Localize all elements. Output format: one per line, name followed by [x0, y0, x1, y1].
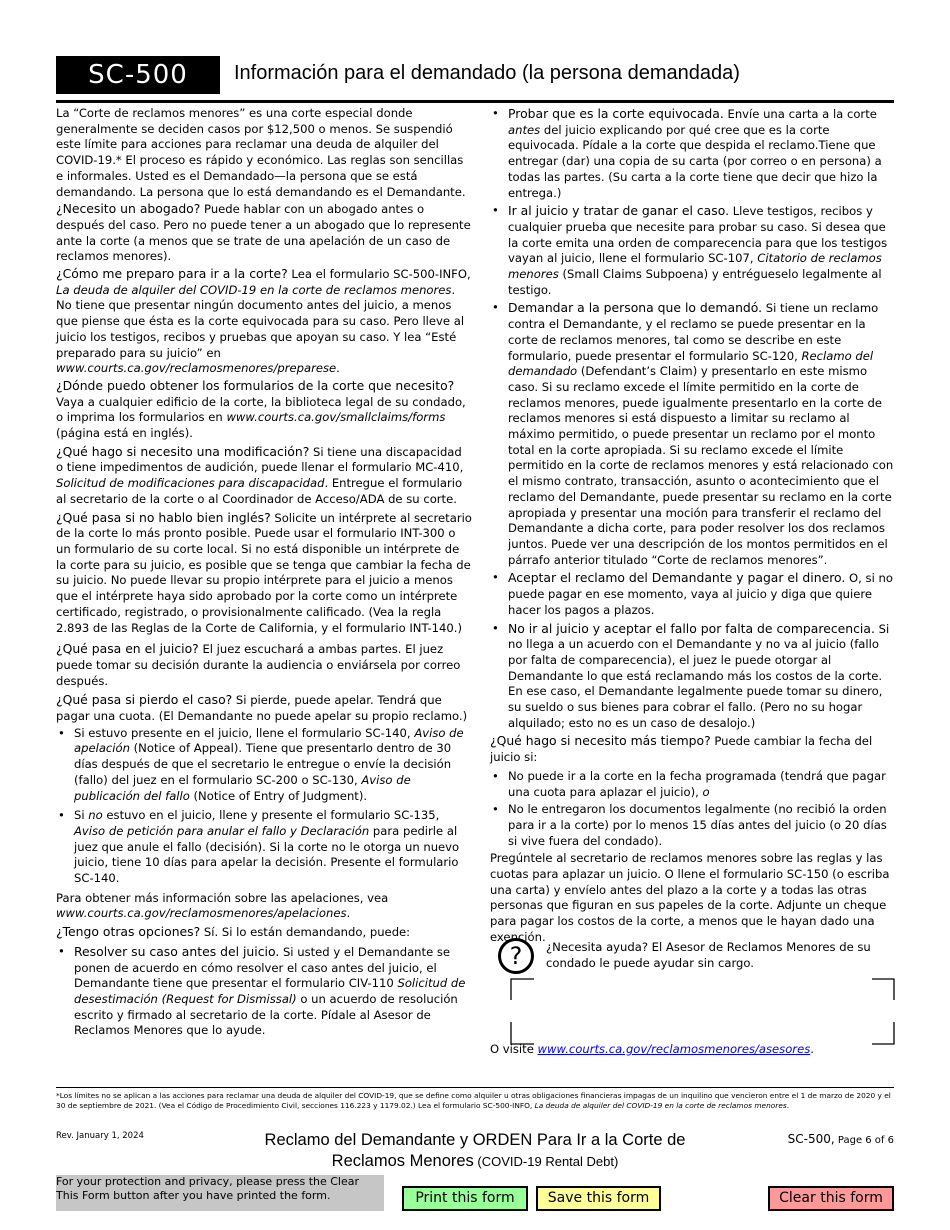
footer-title-line2-text: Reclamos Menores [331, 1152, 474, 1170]
list-item [490, 203, 896, 298]
footer-title-sub: (COVID-19 Rental Debt) [473, 1154, 619, 1169]
options-section [56, 924, 472, 941]
lose-b2-emph: no [88, 808, 103, 823]
lose-b2-form: Aviso de petición para anular el fallo y Declaración [74, 823, 370, 838]
revision-date: Rev. January 1, 2024 [56, 1131, 144, 1141]
lose-list [56, 726, 472, 887]
option-sue-text-2: (Defendant’s Claim) y presentarlo en este mismo caso. Si su reclamo excede el límite permitido en la corte de reclamos menores, puede igualmente presentarlo en la corte de reclamos menores si está dispuesto a limitar su reclamo al máximo permitido, o puede presentar un reclamo por el monto total en la corte apropiada. Si su reclamo excede el límite permitido en la corte de reclamos menores y está relacionado con el mismo contrato, transacción, asunto o acontecimiento que el reclamo del Demandante, puede presentar su reclamo en la corte apropiada y presentar una moción para transferir el reclamo del Demandante a dicha corte, para poder resolver los dos reclamos juntos. Puede ver una descripción de los montos permitidos en el párrafo anterior titulado “Corte de reclamos menores”. [508, 364, 894, 567]
footnote [56, 1091, 894, 1111]
lose-b2-text-3: para pedirle al juez que anule el fallo (decisión). Si la corte no le otorga un nuevo juicio, tiene 10 días para apelar la decisión. Presente el formulario SC-140. [74, 823, 460, 886]
right-column [490, 106, 896, 947]
print-button[interactable]: Print this form [402, 1186, 528, 1211]
option-wrong-court-text: Envíe una carta a la corte [723, 107, 877, 121]
english-section [56, 510, 472, 637]
lose-b2-text: Si [74, 808, 89, 823]
accommodation-text: Si tiene una discapacidad o tiene impedimentos de audición, puede llenar el formulario MC-410, [56, 444, 464, 475]
forms-link[interactable]: www.courts.ca.gov/smallclaims/forms [226, 410, 446, 425]
bracket-bottom-left [511, 1022, 534, 1044]
option-wrong-court-emph: antes [508, 122, 541, 137]
trial-section [56, 641, 472, 689]
accommodation-section [56, 444, 472, 508]
page-label [788, 1132, 894, 1146]
list-item [490, 570, 896, 618]
options-text: Sí. Si lo están demandando, puede: [200, 925, 411, 940]
footer-title-line1: Reclamo del Demandante y ORDEN Para Ir a la Corte de [264, 1131, 686, 1149]
appeals-text: Para obtener más información sobre las apelaciones, vea [56, 890, 389, 905]
bracket-top-left [511, 979, 534, 1000]
footnote-form: La deuda de alquiler del COVID-19 en la corte de reclamos menores [534, 1101, 787, 1110]
prepare-section [56, 266, 472, 377]
option-resolve-text: Si usted y el Demandante se ponen de acuerdo en cómo resolver el caso antes del juicio, el Demandante tiene que presentar el formulario CIV-110 [74, 944, 451, 991]
footer-title-line2 [200, 1151, 750, 1172]
option-accept-text: O, si no puede pagar en ese momento, vaya al juicio y diga que quiere hacer los pagos a plazos. [508, 571, 893, 617]
option-wrong-court-text-2: del juicio explicando por qué cree que es la corte equivocada. Pídale a la corte que despida el reclamo.Tiene que entregar (dar) una copia de su carta (por correo o en persona) a todas las partes. (Su carta a la corte tiene que decir que hizo la entrega.) [508, 122, 882, 200]
prepare-text: Lea el formulario SC-500-INFO, [287, 267, 471, 282]
prepare-link[interactable]: www.courts.ca.gov/reclamosmenores/preparese [56, 361, 337, 376]
appeals-text-2: . [346, 906, 351, 921]
lose-b1-text: Si estuvo presente en el juicio, llene el formulario SC-140, [74, 725, 415, 740]
list-item [56, 944, 472, 1039]
bracket-bottom-right [872, 1022, 894, 1044]
trial-text: El juez escuchará a ambas partes. El juez puede tomar su decisión durante la audiencia o enviársela por correo después. [56, 642, 461, 688]
forms-heading: ¿Dónde puedo obtener los formularios de la corte que necesito? [56, 377, 455, 393]
option-accept-heading: Aceptar el reclamo del Demandante y pagar el dinero. [508, 570, 846, 586]
time-after-paragraph: Pregúntele al secretario de reclamos menores sobre las reglas y las cuotas para aplazar un juicio. O llene el formulario SC-150 (o escriba una carta) y envíelo antes del plazo a la corte y a todas las otras personas que figuran en sus papeles de la corte. Adjunte un cheque para pagar los costos de la corte, a menos que le hayan dado una exención. [490, 851, 890, 944]
lawyer-section [56, 201, 472, 265]
appeals-section [56, 891, 472, 922]
time-section [490, 733, 896, 765]
list-item [490, 769, 896, 800]
option-win-form: Citatorio de reclamos menores [508, 251, 882, 282]
trial-heading: ¿Qué pasa en el juicio? [56, 641, 199, 657]
list-item [490, 802, 896, 849]
lawyer-text: Puede hablar con un abogado antes o después del caso. Pero no puede tener a un abogado que lo represente ante la corte (a menos que se trate de una apelación de un caso de reclamos menores). [56, 202, 471, 264]
forms-section [56, 378, 472, 442]
intro-paragraph: La “Corte de reclamos menores” es una corte especial donde generalmente se deciden casos por $12,500 o menos. Se suspendió este límite para acciones para reclamar una deuda de alquiler del COVID-19.* El proceso es rápido y económico. Las reglas son sencillas e informales. Usted es el Demandado—la persona que se está demandando. La persona que lo está demandando es el Demandante. [56, 106, 466, 199]
option-default-text: Si no llega a un acuerdo con el Demandante y no va al juicio (fallo por falta de comparecencia), el juez le puede otorgar al Demandante lo que está reclamando más los costos de la corte. En ese caso, el Demandante legalmente puede tomar su dinero, su sueldo o sus bienes para cobrar el fallo. (Pero no su hogar alquilado; esto no es un caso de desalojo.) [508, 621, 890, 730]
option-resolve-text-2: o un acuerdo de resolución escrito y firmado al secretario de la corte. Pídale al Asesor de Reclamos Menores que lo ayude. [74, 991, 458, 1038]
forms-text: Vaya a cualquier edificio de la corte, la biblioteca legal de su condado, o imprima los formularios en [56, 394, 466, 425]
option-default-heading: No ir al juicio y aceptar el fallo por falta de comparecencia. [508, 620, 875, 636]
option-resolve-heading: Resolver su caso antes del juicio. [74, 943, 280, 959]
prepare-form-title: La deuda de alquiler del COVID-19 en la corte de reclamos menores [56, 282, 452, 297]
privacy-notice: For your protection and privacy, please press the Clear This Form button after you have printed the form. [56, 1175, 384, 1211]
options-list [56, 944, 472, 1039]
appeals-link[interactable]: www.courts.ca.gov/reclamosmenores/apelaciones [56, 906, 347, 921]
page-number: Page 6 of 6 [834, 1135, 894, 1146]
address-area [510, 978, 896, 1046]
time-b2-text: No le entregaron los documentos legalmente (no recibió la orden para ir a la corte) por lo menos 15 días antes del juicio (o 20 días si vive fuera del condado). [508, 802, 887, 848]
option-win-text: Lleve testigos, recibos y cualquier prueba que necesite para probar su caso. Si desea que la corte emita una orden de comparecencia para que los testigos vayan al juicio, llene el formulario SC-107, [508, 204, 888, 266]
time-b1-emph: o [702, 784, 710, 799]
option-wrong-court-heading: Probar que es la corte equivocada. [508, 106, 724, 121]
asesores-link[interactable]: www.courts.ca.gov/reclamosmenores/asesores [537, 1042, 811, 1056]
visit-line [490, 1042, 896, 1058]
option-win-heading: Ir al juicio y tratar de ganar el caso. [508, 203, 730, 219]
english-heading: ¿Qué pasa si no hablo bien inglés? [56, 509, 271, 525]
option-sue-form: Reclamo del demandado [508, 348, 874, 379]
list-item [490, 106, 896, 201]
page-title: Información para el demandado (la persona demandada) [234, 62, 740, 84]
question-icon: ? [498, 938, 534, 974]
lose-b1-form: Aviso de apelación [74, 725, 464, 756]
visit-prefix: O visite [490, 1042, 538, 1056]
lose-text: Si pierde, puede apelar. Tendrá que pagar una cuota. (El Demandante no puede apelar su propio reclamo.) [56, 693, 468, 724]
footer-title [200, 1130, 750, 1172]
bracket-top-right [872, 979, 894, 1000]
options-heading: ¿Tengo otras opciones? [56, 924, 201, 940]
accommodation-text-2: . Entregue el formulario al secretario de la corte o al Coordinador de Acceso/ADA de su corte. [56, 476, 463, 506]
accommodation-heading: ¿Qué hago si necesito una modificación? [56, 443, 310, 459]
lose-b1-text-3: (Notice of Entry of Judgment). [189, 788, 368, 803]
accommodation-form-title: Solicitud de modificaciones para discapacidad [56, 476, 325, 491]
options-list-continued [490, 106, 896, 731]
lose-b1-text-2: (Notice of Appeal). Tiene que presentarlo dentro de 30 días después de que el secretario le entregue o envíe la decisión (fallo) del juez en el formulario SC-200 o SC-130, [74, 741, 452, 787]
lose-heading: ¿Qué pasa si pierdo el caso? [56, 692, 233, 708]
visit-suffix: . [810, 1042, 814, 1056]
list-item [490, 621, 896, 732]
lose-b2-text-2: estuvo en el juicio, llene y presente el formulario SC-135, [102, 808, 440, 823]
header-rule [56, 100, 894, 103]
prepare-heading: ¿Cómo me preparo para ir a la corte? [56, 266, 288, 282]
clear-button[interactable]: Clear this form [768, 1186, 894, 1211]
lose-b1-form-2: Aviso de publicación del fallo [74, 772, 411, 803]
option-win-text-2: (Small Claims Subpoena) y entrégueselo legalmente al testigo. [508, 267, 882, 297]
option-resolve-form: Solicitud de desestimación (Request for Dismissal) [74, 976, 466, 1006]
list-item [490, 300, 896, 568]
list-item [56, 726, 472, 805]
left-column [56, 106, 472, 1041]
lawyer-heading: ¿Necesito un abogado? [56, 201, 201, 217]
time-text: Puede cambiar la fecha del juicio si: [490, 734, 873, 765]
footnote-rule [56, 1087, 894, 1088]
footnote-text: *Los límites no se aplican a las acciones para reclamar una deuda de alquiler del COVID-19, que se define como alquiler u otras obligaciones financieras impagas de un inquilino que vencieron entre el 1 de marzo de 2020 y el 30 de septiembre de 2021. (Vea el Código de Procedimiento Civil, secciones 116.223 y 1179.02.) Lea el formulario SC-500-INFO, [56, 1091, 891, 1110]
forms-text-2: (página está en inglés). [56, 426, 193, 441]
footnote-text-2: . [786, 1101, 790, 1110]
help-text: ¿Necesita ayuda? El Asesor de Reclamos Menores de su condado le puede ayudar sin cargo. [546, 940, 871, 970]
time-heading: ¿Qué hago si necesito más tiempo? [490, 733, 711, 749]
option-sue-text: Si tiene un reclamo contra el Demandante, y el reclamo se puede presentar en la corte de reclamos menores, tal como se describe en este formulario, puede presentar el formulario SC-120, [508, 301, 879, 363]
prepare-text-2: . No tiene que presentar ningún documento antes del juicio, a menos que piense que ésta es la corte equivocada para su caso. Pero lleve al juicio los testigos, recibos y pruebas que apoyan su caso. Y lea “Esté preparado para su juicio” en [56, 282, 465, 360]
time-b1-text: No puede ir a la corte en la fecha programada (tendrá que pagar una cuota para aplazar el juicio), [508, 768, 886, 799]
list-item [56, 808, 472, 887]
option-sue-heading: Demandar a la persona que lo demandó. [508, 300, 763, 316]
english-text: Solicite un intérprete al secretario de la corte lo más pronto posible. Puede usar el formulario INT-300 o un formulario de su corte local. Si no está disponible un intérprete de la corte para su juicio, es posible que se tenga que cambiar la fecha de su juicio. No puede llevar su propio intérprete para el juicio a menos que el intérprete haya sido aprobado por la corte como un intérprete certificado, registrado, o provisionalmente calificado. (Vea la regla 2.893 de las Reglas de la Corte de California, y el formulario INT-140.) [56, 510, 472, 635]
lose-section [56, 692, 472, 724]
time-list [490, 769, 896, 850]
prepare-text-3: . [336, 361, 340, 376]
save-button[interactable]: Save this form [536, 1186, 661, 1211]
footer-form-id: SC-500, [787, 1132, 835, 1146]
form-id-box: SC-500 [56, 56, 220, 94]
